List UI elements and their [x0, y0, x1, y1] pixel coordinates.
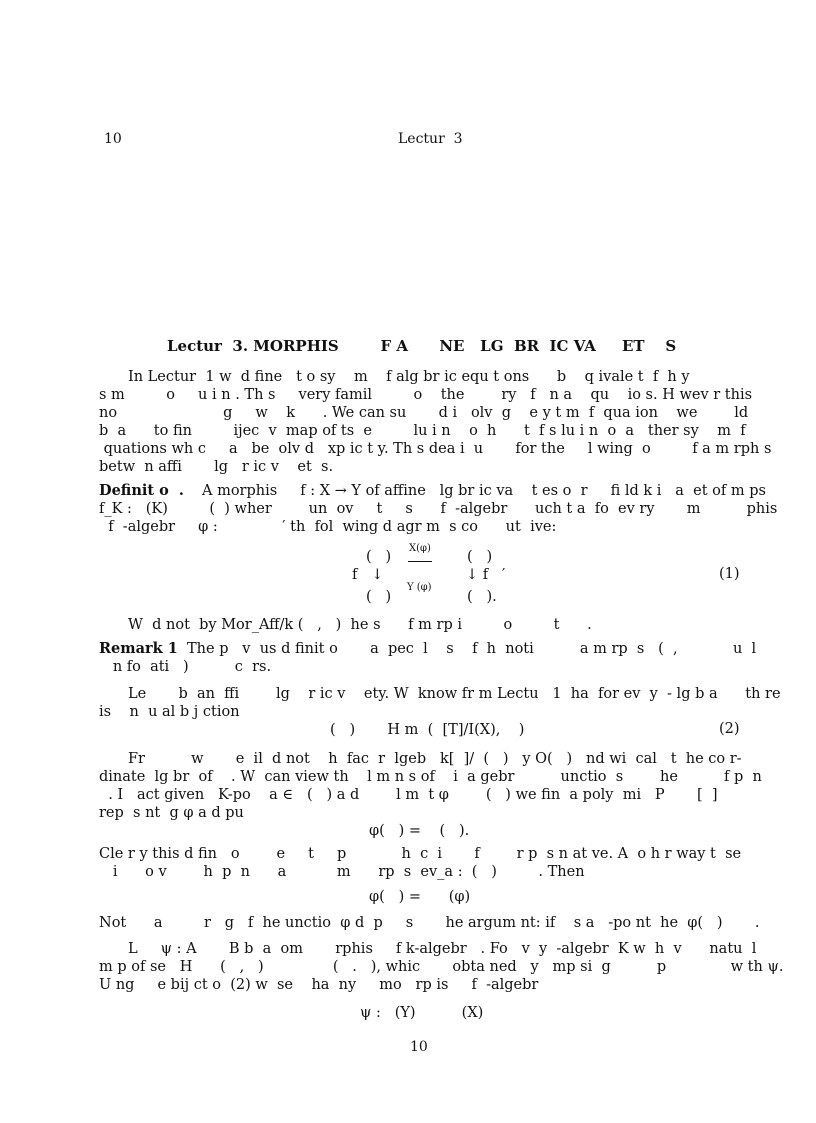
paragraph-line: b a to fin ijec v map of ts e lu i n o h t f s lu i n o a ther sy m f	[99, 423, 746, 439]
diagram-top-right: ( )	[467, 549, 493, 565]
paragraph-line: no g w k . We can su d i olv g e y t m f qua ion we ld	[99, 405, 749, 421]
equation: ( ) H m ( [T]/I(X), )	[330, 722, 525, 738]
diagram-bottom-arrow-label: Y (φ)	[407, 582, 432, 593]
paragraph-line: is n u al b j ction	[99, 704, 240, 720]
paragraph-line: quations wh c a be olv d xp ic t y. Th s dea i u for the l wing o f a m rph s	[99, 441, 772, 457]
diagram-mid-left: f ↓	[352, 567, 384, 583]
paragraph-line: In Lectur 1 w d fine t o sy m f alg br ic equ t ons b q ivale t f h y	[128, 369, 690, 385]
remark-label: Remark 1	[99, 640, 178, 657]
paragraph-line: U ng e bij ct o (2) w se ha ny mo rp is f -algebr	[99, 977, 539, 993]
paragraph-line: dinate lg br of . W can view th l m n s of i a gebr unctio s he f p n	[99, 769, 762, 785]
paragraph-line: rep s nt g φ a d pu	[99, 805, 244, 821]
diagram-mid-right: ↓ f ′	[466, 567, 506, 583]
paragraph-line: Not a r g f he unctio φ d p s he argum nt: if s a -po nt he φ( ) .	[99, 915, 760, 931]
paragraph-line: betw n affi lg r ic v et s.	[99, 459, 334, 475]
paragraph-line: . I act given K-po a ∈ ( ) a d l m t φ ( ) we fin a poly mi P [ ]	[99, 787, 718, 803]
paragraph-line: Le b an ffi lg r ic v ety. W know fr m Lectu 1 ha for ev y - lg b a th re	[128, 686, 781, 702]
equation-number: (2)	[719, 721, 740, 737]
paragraph-line: Fr w e il d not h fac r lgeb k[ ]/ ( ) y O( ) nd wi cal t he co r-	[128, 751, 742, 767]
definition-line: A morphis f : X → Y of affine lg br ic va t es o r fi ld k i a et of m ps	[202, 483, 766, 499]
diagram-bottom-right: ( ).	[467, 589, 497, 605]
header-page-number: 10	[104, 131, 122, 147]
paragraph-line: s m o u i n . Th s very famil o the ry f n a qu io s. H wev r this	[99, 387, 753, 403]
diagram-top-arrow-label: X(φ)	[409, 543, 431, 554]
paragraph-line: m p of se H ( , ) ( . ), whic obta ned y mp si g p w th ψ.	[99, 959, 784, 975]
paragraph-line: i o v h p n a m rp s ev_a : ( ) . Then	[99, 864, 585, 880]
running-title: Lectur 3	[398, 131, 463, 147]
paragraph-line: W d not by Mor_Aff/k ( , ) he s f m rp i o t .	[128, 617, 592, 633]
definition-line: f_K : (K) ( ) wher un ov t s f -algebr uch t a fo ev ry m phis	[99, 501, 778, 517]
remark-line: n fo ati ) c rs.	[99, 659, 272, 675]
paragraph-line: L ψ : A B b a om rphis f k-algebr . Fo v y -algebr K w h v natu l	[128, 941, 757, 957]
remark-line: The p v us d finit o a pec l s f h noti a m rp s ( , u l	[187, 641, 757, 657]
equation: ψ : (Y) (X)	[360, 1005, 484, 1021]
equation: φ( ) = (φ)	[369, 889, 471, 905]
diagram-top-left: ( )	[366, 549, 392, 565]
definition-line: f -algebr φ : ′ th fol wing d agr m s co ut ive:	[99, 519, 557, 535]
equation-number: (1)	[719, 566, 740, 582]
section-title: Lectur 3. MORPHIS F A NE LG BR IC VA ET S	[167, 337, 677, 355]
definition-label: Definit o .	[99, 482, 184, 499]
footer-page-number: 10	[410, 1039, 428, 1055]
diagram-bottom-left: ( )	[366, 589, 392, 605]
diagram-top-arrow	[408, 561, 432, 562]
equation: φ( ) = ( ).	[369, 823, 470, 839]
paragraph-line: Cle r y this d fin o e t p h c i f r p s n at ve. A o h r way t se	[99, 846, 742, 862]
